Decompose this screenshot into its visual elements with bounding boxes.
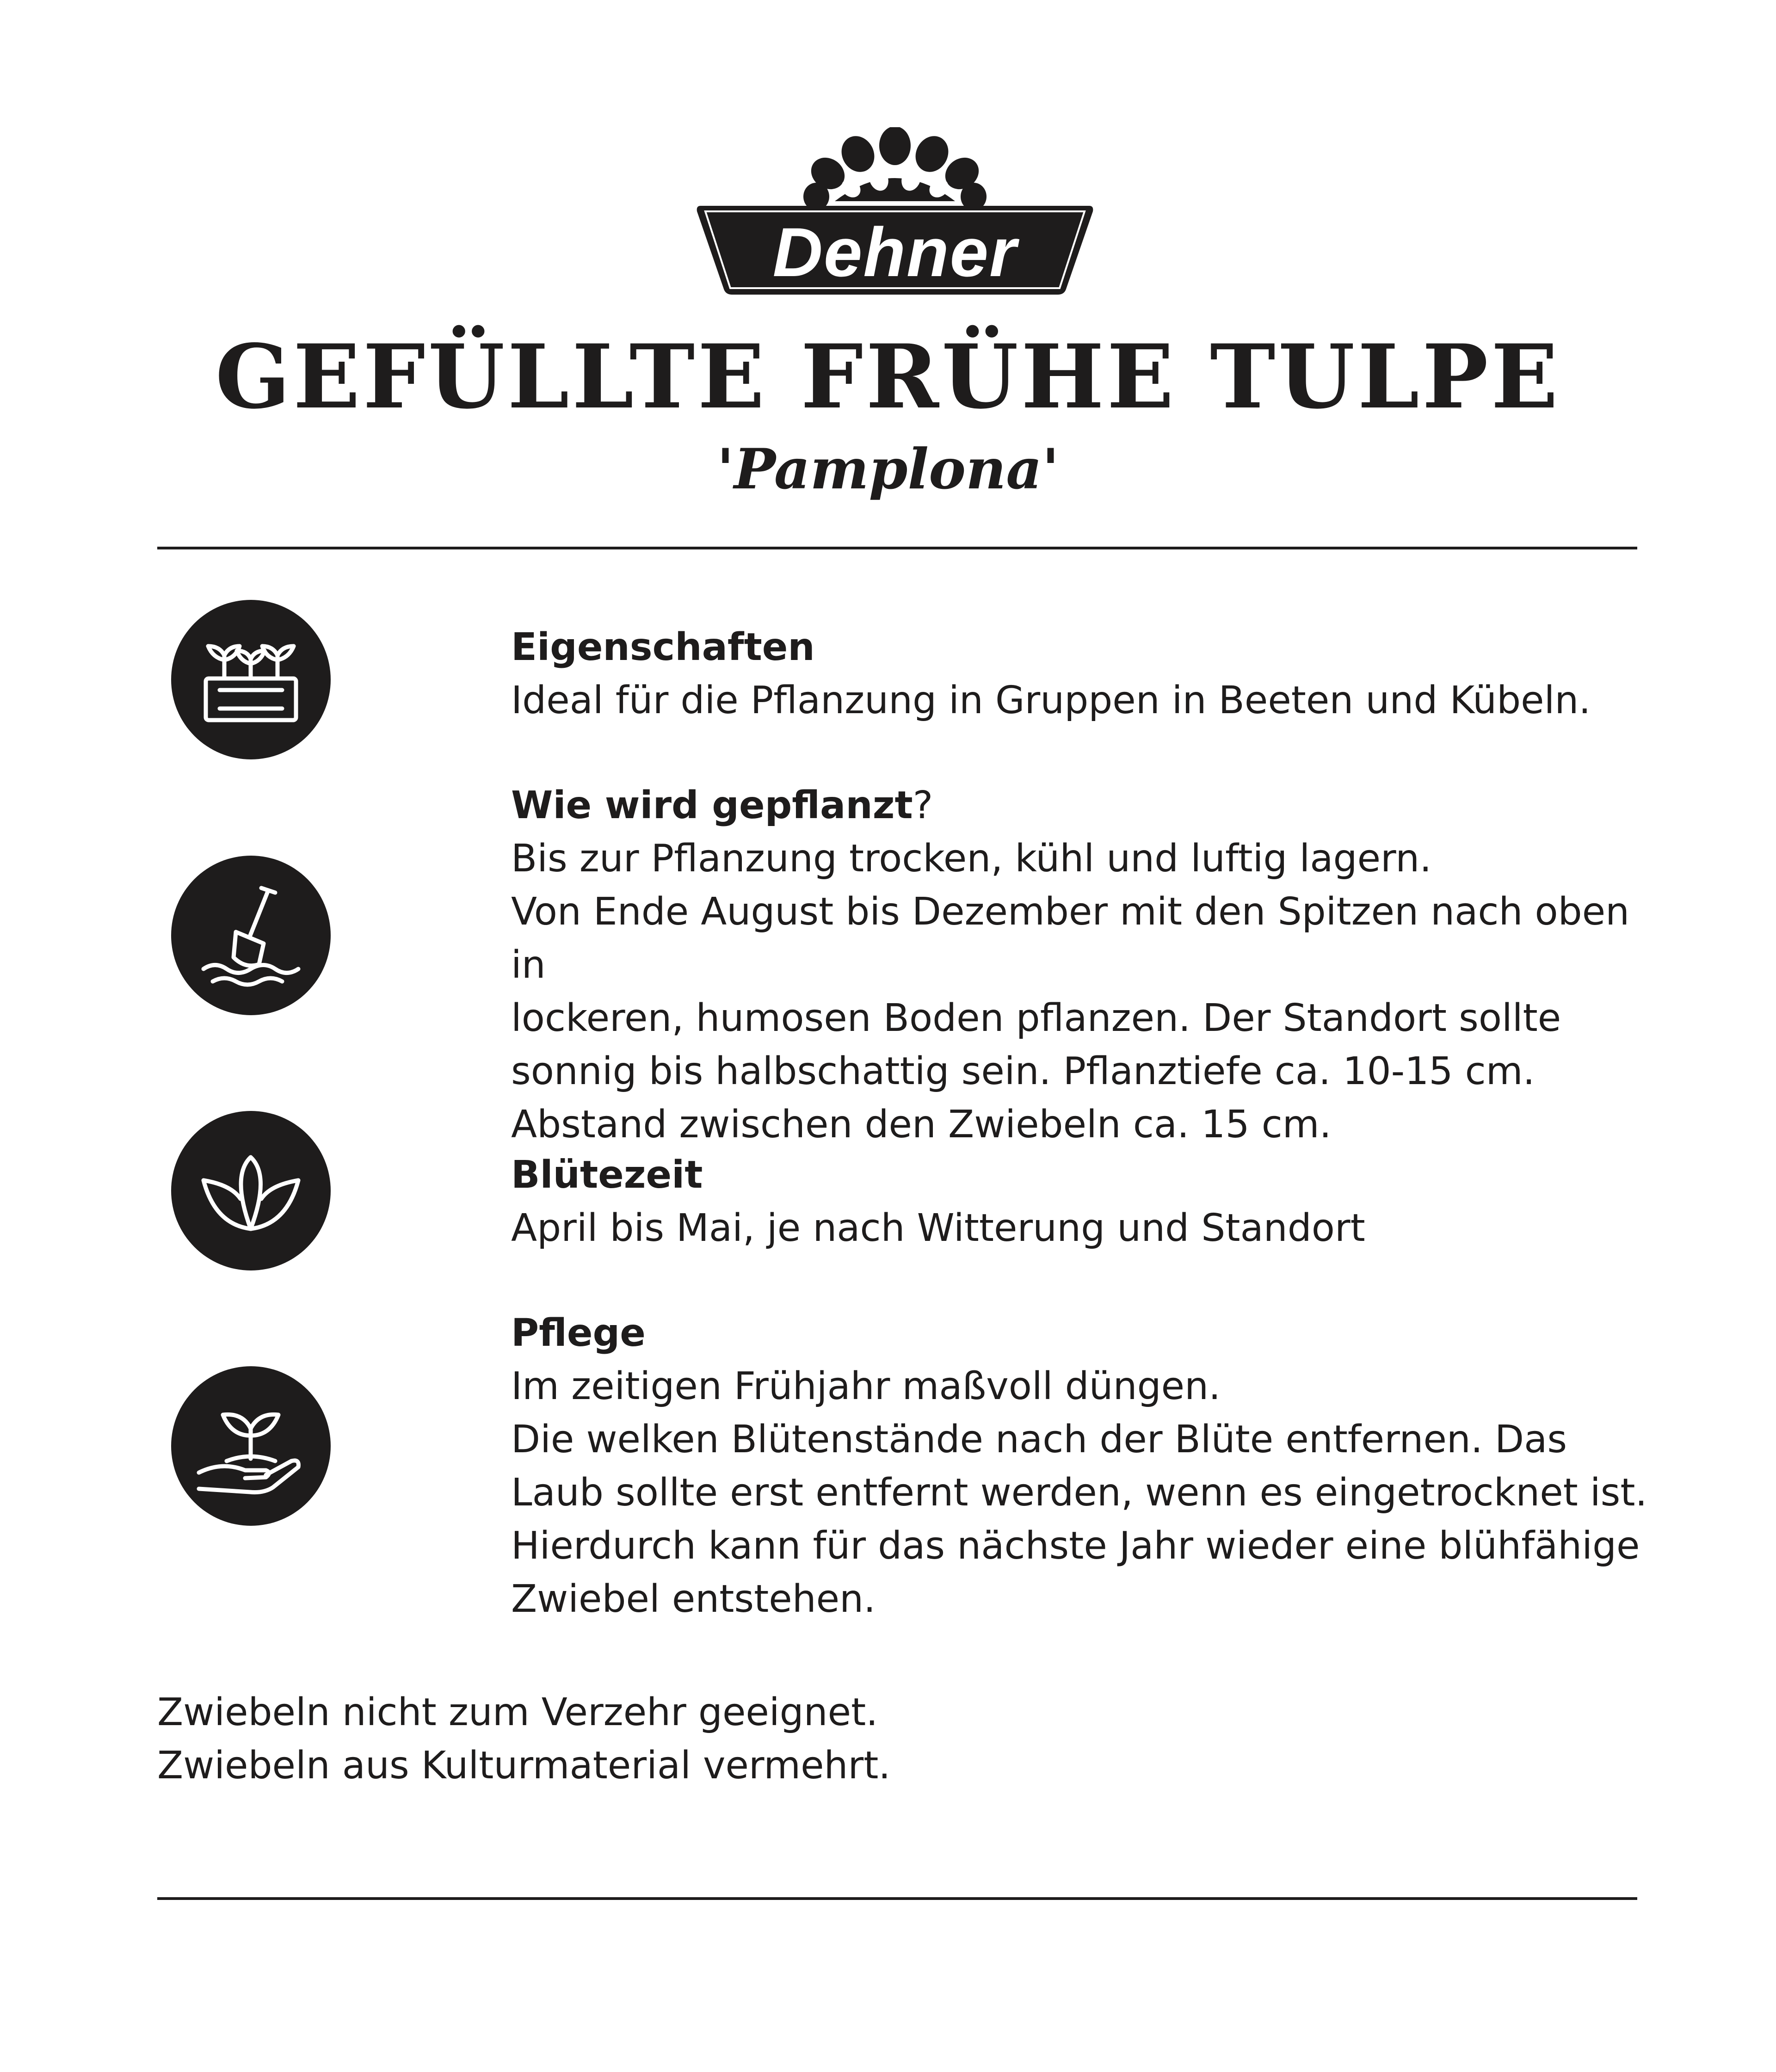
section-body: Ideal für die Pflanzung in Gruppen in Beeten und Kübeln. <box>511 678 1591 722</box>
section-bluetezeit <box>511 1148 1649 1255</box>
section-eigenschaften <box>511 621 1649 727</box>
variety-name: 'Pamplona' <box>717 437 1059 502</box>
section-heading: Wie wird gepflanzt? <box>511 783 933 827</box>
section-pflege <box>511 1307 1649 1626</box>
seedling-box-icon <box>171 600 331 759</box>
shovel-icon <box>171 856 331 1015</box>
footer-line: Zwiebeln aus Kulturmaterial vermehrt. <box>157 1744 891 1788</box>
divider-bottom <box>157 1897 1637 1900</box>
section-pflanzung <box>511 779 1649 1151</box>
lotus-flower-icon <box>171 1111 331 1270</box>
footer-notes <box>157 1686 1637 1792</box>
hand-sprout-icon <box>171 1366 331 1526</box>
section-heading: Pflege <box>511 1311 646 1355</box>
section-heading: Eigenschaften <box>511 625 815 669</box>
section-heading: Blütezeit <box>511 1153 703 1197</box>
section-body: Bis zur Pflanzung trocken, kühl und luftig lagern. Von Ende August bis Dezember mit den Spitzen nach oben in lockeren, humosen Boden pflanzen. Der Standort sollte sonnig bis halbschattig sein. Pflanztiefe ca. 10-15 cm. Abstand zwischen den Zwiebeln ca. 15 cm. <box>511 837 1630 1147</box>
footer-line: Zwiebeln nicht zum Verzehr geeignet. <box>157 1690 878 1734</box>
dehner-logo <box>696 127 1094 303</box>
divider-top <box>157 547 1637 549</box>
section-body: Im zeitigen Frühjahr maßvoll düngen. Die welken Blütenstände nach der Blüte entfernen. Das Laub sollte erst entfernt werden, wenn es eingetrocknet ist. Hierdurch kann für das nächste Jahr wieder eine blühfähige Zwiebel entstehen. <box>511 1364 1647 1621</box>
brand-name: Dehner <box>772 213 1018 291</box>
page-title: GEFÜLLTE FRÜHE TULPE <box>215 325 1561 428</box>
section-body: April bis Mai, je nach Witterung und Standort <box>511 1206 1365 1250</box>
